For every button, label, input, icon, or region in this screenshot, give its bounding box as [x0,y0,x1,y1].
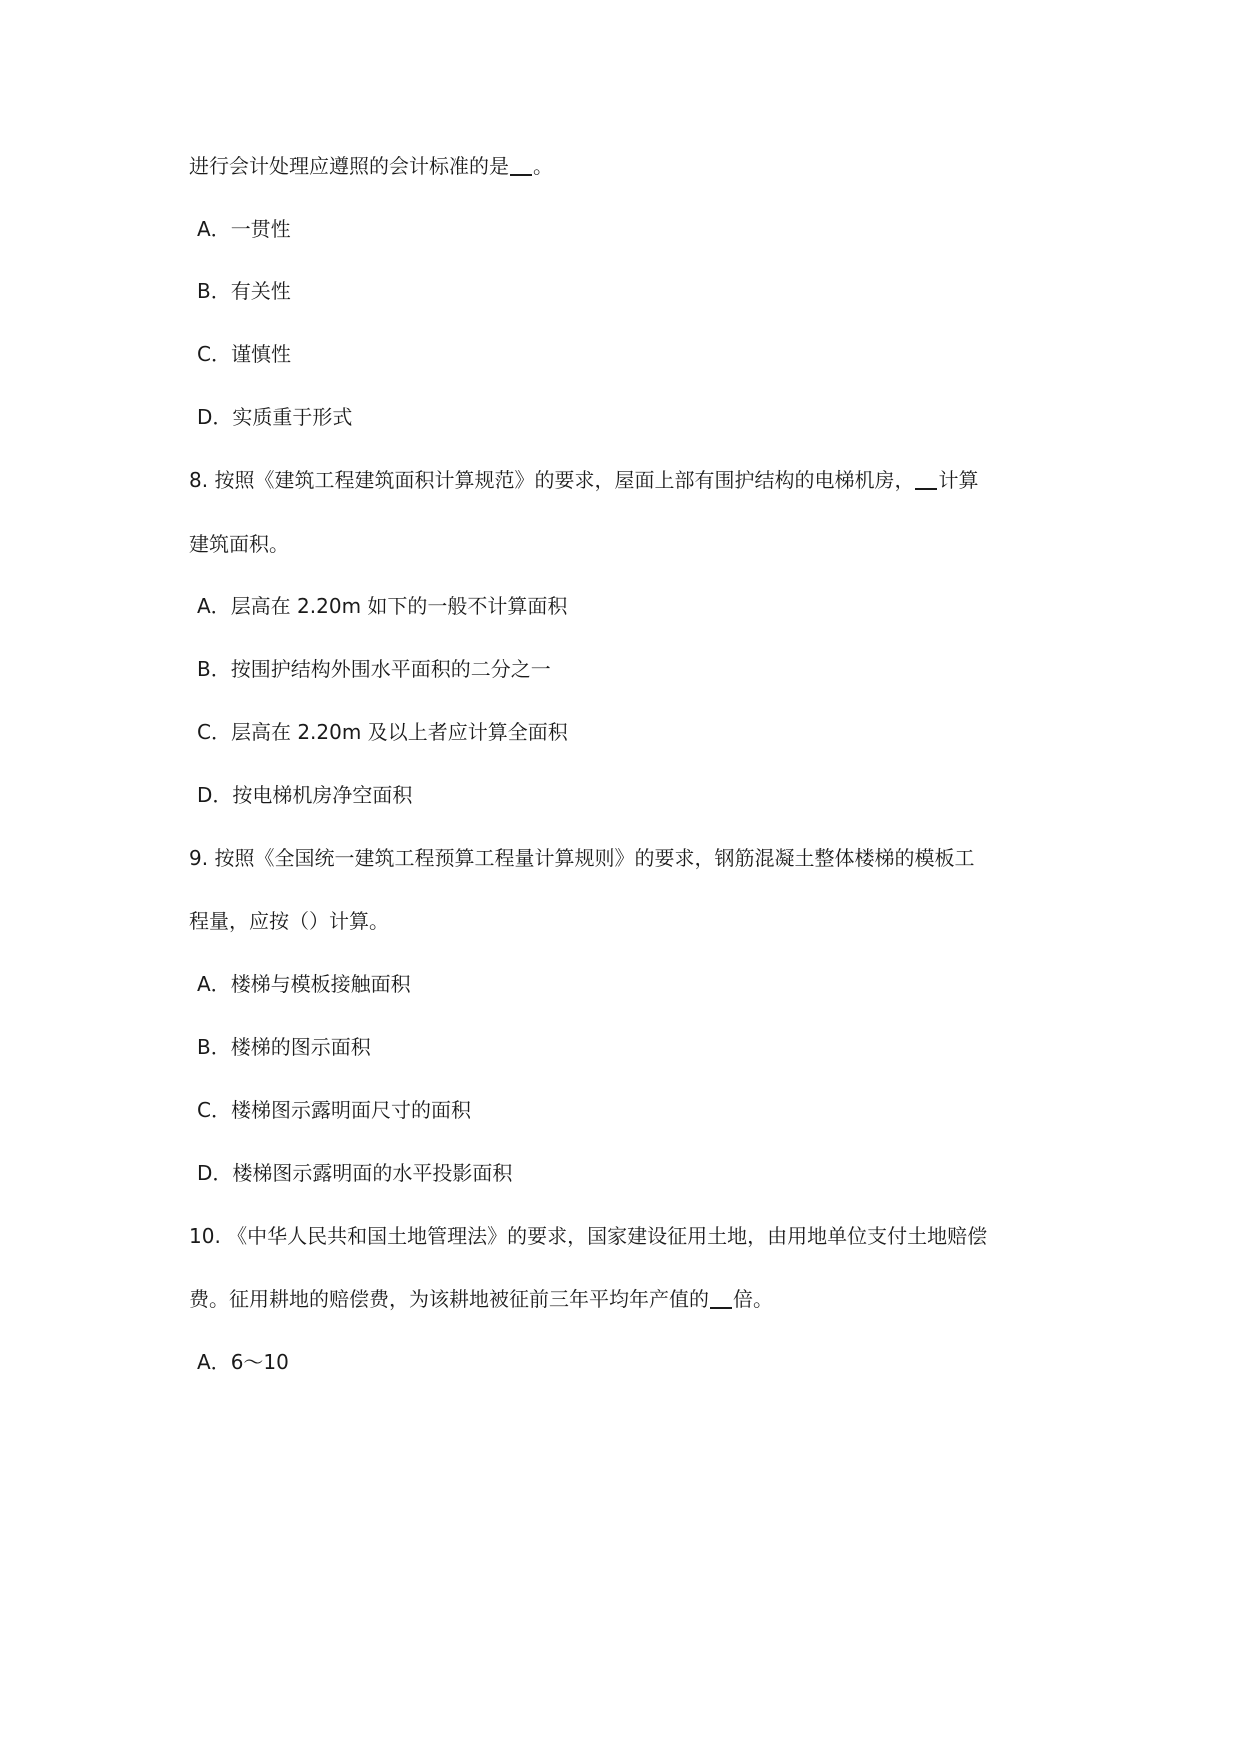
option-text: 一贯性 [230,217,291,241]
option-a [197,1349,289,1375]
option-c [197,719,568,745]
option-b [197,656,551,682]
option-c [197,341,291,367]
option-letter: A． [197,1350,231,1374]
stem-text: 程量，应按（）计算。 [189,909,389,933]
option-text: 层高在 2.20m 如下的一般不计算面积 [230,594,568,618]
option-letter: B． [197,1035,231,1059]
option-a [197,593,567,619]
stem-text: 费。征用耕地的赔偿费，为该耕地被征前三年平均年产值的 [189,1287,709,1311]
question-10-stem [189,1223,987,1249]
option-letter: C． [197,720,231,744]
option-letter: A． [197,972,231,996]
option-letter: C． [197,1098,231,1122]
option-text: 有关性 [230,279,291,303]
option-d [197,1160,512,1186]
option-d [197,404,352,430]
option-letter: D． [197,783,233,807]
option-letter: B． [197,657,231,681]
question-10-stem-cont [189,1286,773,1312]
option-b [197,278,291,304]
option-text: 6～10 [230,1350,289,1374]
question-8-stem-cont [189,531,289,557]
option-letter: A． [197,217,231,241]
option-b [197,1034,371,1060]
question-8-stem [189,467,978,493]
option-letter: C． [197,342,231,366]
option-letter: B． [197,279,231,303]
option-letter: D． [197,405,233,429]
option-a [197,971,411,997]
stem-text: 进行会计处理应遵照的会计标准的是 [189,154,509,178]
answer-blank [710,1289,732,1309]
answer-blank [510,156,532,176]
option-text: 楼梯图示露明面的水平投影面积 [232,1161,513,1185]
question-stem-intro [189,153,553,179]
option-text: 层高在 2.20m 及以上者应计算全面积 [230,720,568,744]
option-text: 楼梯与模板接触面积 [230,972,411,996]
option-letter: A． [197,594,231,618]
stem-text: 9. 按照《全国统一建筑工程预算工程量计算规则》的要求，钢筋混凝土整体楼梯的模板工 [189,846,975,870]
option-letter: D． [197,1161,233,1185]
option-text: 谨慎性 [230,342,291,366]
option-text: 按电梯机房净空面积 [232,783,413,807]
option-text: 楼梯图示露明面尺寸的面积 [230,1098,471,1122]
question-9-stem [189,845,974,871]
answer-blank [915,470,937,490]
option-text: 楼梯的图示面积 [230,1035,371,1059]
option-text: 按围护结构外围水平面积的二分之一 [230,657,551,681]
stem-text: 倍。 [733,1287,773,1311]
stem-text: 建筑面积。 [189,532,289,556]
stem-text: 计算 [938,468,979,492]
option-d [197,782,412,808]
stem-text: 8. 按照《建筑工程建筑面积计算规范》的要求，屋面上部有围护结构的电梯机房， [189,468,915,492]
stem-text: 。 [533,154,553,178]
stem-text: 10. 《中华人民共和国土地管理法》的要求，国家建设征用土地，由用地单位支付土地赔偿 [189,1224,988,1248]
option-text: 实质重于形式 [232,405,353,429]
option-a [197,216,291,242]
question-9-stem-cont [189,908,389,934]
option-c [197,1097,471,1123]
